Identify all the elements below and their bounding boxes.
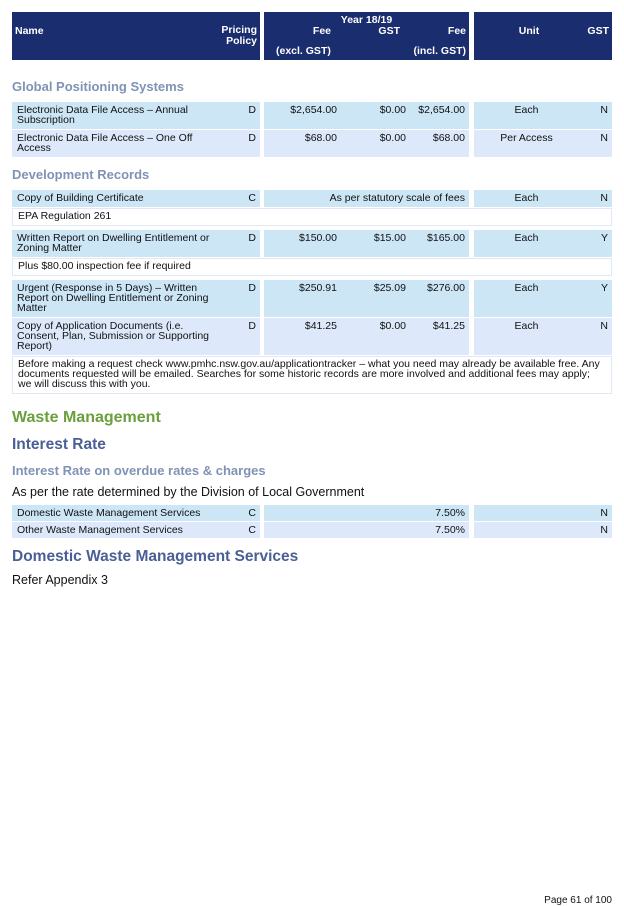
header-unit: Unit xyxy=(518,25,540,37)
row-unit: Each xyxy=(514,320,539,332)
row-gst-flag: N xyxy=(600,524,608,536)
header-fee-excl: Fee xyxy=(312,25,331,37)
table-row xyxy=(12,280,612,317)
row-policy: D xyxy=(248,320,256,332)
row-fee-incl: $2,654.00 xyxy=(418,104,465,116)
row-gst: $0.00 xyxy=(379,104,406,116)
row-note: Before making a request check www.pmhc.nsw.gov.au/applicationtracker – what you need may already be available free. Any documents requested will be emailed. Searches for some historic records are more involved and additional fees may apply; we will discuss this with you. xyxy=(12,356,612,394)
row-name: Copy of Application Documents (i.e. Consent, Plan, Submission or Supporting Report) xyxy=(17,320,210,352)
header-fee-incl: Fee xyxy=(447,25,466,37)
row-policy: D xyxy=(248,132,256,144)
table-header-left xyxy=(12,12,260,60)
header-gst-flag: GST xyxy=(587,25,609,37)
section-gps: Global Positioning Systems xyxy=(12,79,184,94)
table-row xyxy=(12,505,612,521)
domestic-text: Refer Appendix 3 xyxy=(12,573,108,587)
row-policy: D xyxy=(248,104,256,116)
row-gst-flag: Y xyxy=(600,232,608,244)
row-fee-statutory: As per statutory scale of fees xyxy=(329,192,465,204)
header-fee-excl-sub: (excl. GST) xyxy=(276,45,331,57)
row-gst-flag: N xyxy=(600,104,608,116)
row-unit: Each xyxy=(514,104,539,116)
row-gst: $0.00 xyxy=(379,132,406,144)
row-fee-excl: $150.00 xyxy=(299,232,337,244)
table-header-fees xyxy=(264,12,469,60)
row-name: Electronic Data File Access – Annual Subscription xyxy=(17,104,189,126)
table-row xyxy=(12,522,612,538)
table-header-unit xyxy=(474,12,612,60)
table-row xyxy=(12,318,612,355)
row-gst-flag: N xyxy=(600,132,608,144)
row-name: Written Report on Dwelling Entitlement or Zoning Matter xyxy=(17,232,210,254)
section-domestic-waste: Domestic Waste Management Services xyxy=(12,548,299,565)
row-note: Plus $80.00 inspection fee if required xyxy=(12,258,612,276)
row-fee-incl: $165.00 xyxy=(427,232,465,244)
row-unit: Each xyxy=(514,192,539,204)
table-row xyxy=(12,190,612,207)
row-unit: Each xyxy=(514,232,539,244)
row-name: Domestic Waste Management Services xyxy=(17,507,201,519)
row-gst-flag: N xyxy=(600,320,608,332)
table-row xyxy=(12,102,612,129)
row-fee-incl: $276.00 xyxy=(427,282,465,294)
row-fee-excl: $41.25 xyxy=(304,320,337,332)
row-name: Urgent (Response in 5 Days) – Written Report on Dwelling Entitlement or Zoning Matter xyxy=(17,282,209,314)
section-development-records: Development Records xyxy=(12,167,150,182)
row-gst-flag: N xyxy=(600,192,608,204)
row-name: Electronic Data File Access – One Off Access xyxy=(17,132,193,154)
row-policy: D xyxy=(248,282,256,294)
row-rate: 7.50% xyxy=(435,507,465,519)
header-year: Year 18/19 xyxy=(340,14,393,26)
interest-text: As per the rate determined by the Division of Local Government xyxy=(12,485,365,499)
row-unit: Each xyxy=(514,282,539,294)
row-policy: C xyxy=(248,192,256,204)
row-fee-excl: $2,654.00 xyxy=(290,104,337,116)
row-rate: 7.50% xyxy=(435,524,465,536)
row-fee-excl: $250.91 xyxy=(299,282,337,294)
table-row xyxy=(12,230,612,257)
table-row xyxy=(12,130,612,157)
row-policy: D xyxy=(248,232,256,244)
row-fee-incl: $41.25 xyxy=(432,320,465,332)
row-gst: $25.09 xyxy=(373,282,406,294)
page-number: Page 61 of 100 xyxy=(544,895,612,906)
section-waste-management: Waste Management xyxy=(12,409,161,426)
row-gst: $15.00 xyxy=(373,232,406,244)
row-name: Copy of Building Certificate xyxy=(17,192,144,204)
header-gst: GST xyxy=(378,25,400,37)
row-note: EPA Regulation 261 xyxy=(12,208,612,226)
row-fee-excl: $68.00 xyxy=(304,132,337,144)
row-policy: C xyxy=(248,524,256,536)
section-interest-overdue: Interest Rate on overdue rates & charges xyxy=(12,463,266,478)
row-gst-flag: Y xyxy=(600,282,608,294)
row-policy: C xyxy=(248,507,256,519)
row-gst-flag: N xyxy=(600,507,608,519)
header-pricing-policy: Pricing Policy xyxy=(221,24,257,47)
header-fee-incl-sub: (incl. GST) xyxy=(413,45,466,57)
row-gst: $0.00 xyxy=(379,320,406,332)
row-unit: Per Access xyxy=(500,132,553,144)
header-name: Name xyxy=(15,25,44,37)
section-interest-rate: Interest Rate xyxy=(12,436,106,453)
row-name: Other Waste Management Services xyxy=(17,524,183,536)
row-fee-incl: $68.00 xyxy=(432,132,465,144)
